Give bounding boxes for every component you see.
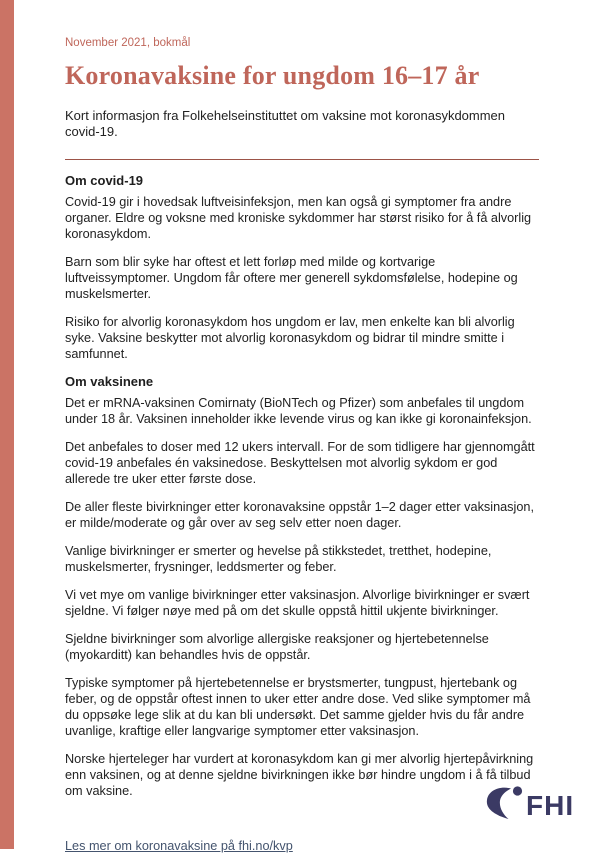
section-heading-covid19: Om covid-19 [65,173,144,189]
paragraph: Vanlige bivirkninger er smerter og hevelse på stikkstedet, tretthet, hodepine, muskelsmerter, frysninger, leddsmerter og feber. [65,544,492,575]
page-subtitle: Kort informasjon fra Folkehelseinstituttet om vaksine mot koronasykdommen covid-19. [65,108,506,140]
paragraph: Det er mRNA-vaksinen Comirnaty (BioNTech og Pfizer) som anbefales til ungdom under 18 år. Vaksinen inneholder ikke levende virus og kan ikke gi koronainfeksjon. [65,396,532,427]
paragraph: Covid-19 gir i hovedsak luftveisinfeksjon, men kan også gi symptomer fra andre organer. Eldre og voksne med kroniske sykdommer har størst risiko for å få alvorlig koronasykdom. [65,195,532,242]
fhi-logo-mark [484,785,580,823]
section-heading-vaksinene: Om vaksinene [65,374,154,390]
paragraph: Risiko for alvorlig koronasykdom hos ungdom er lav, men enkelte kan bli alvorlig syke. Vaksine beskytter mot alvorlig koronasykdom og bidrar til mindre smitte i samfunnet. [65,315,515,362]
page-title: Koronavaksine for ungdom 16–17 år [65,61,480,90]
header-divider [65,159,539,160]
date-line: November 2021, bokmål [65,37,191,49]
paragraph: Sjeldne bivirkninger som alvorlige allergiske reaksjoner og hjertebetennelse (myokarditt) kan behandles hvis de oppstår. [65,632,489,663]
paragraph: Typiske symptomer på hjertebetennelse er brystsmerter, tungpust, hjertebank og feber, og de oppstår oftest innen to uker etter andre dose. Ved slike symptomer må du oppsøke lege slik at du kan bli undersøkt. Det samme gjelder hvis du får andre uvanlige, kraftige eller langvarige symptomer etter vaksinasjon. [65,676,531,739]
fhi-logo [484,785,580,823]
document-body [65,0,539,855]
read-more-link[interactable]: Les mer om koronavaksine på fhi.no/kvp [65,839,293,854]
paragraph: Det anbefales to doser med 12 ukers intervall. For de som tidligere har gjennomgått covid-19 anbefales én vaksinedose. Beskyttelsen mot alvorlig sykdom er god allerede tre uker etter første dose. [65,440,535,487]
paragraph: Norske hjerteleger har vurdert at koronasykdom kan gi mer alvorlig hjertepåvirkning enn vaksinen, og at denne sjeldne bivirkningen ikke bør hindre ungdom i å få tilbud om vaksine. [65,752,534,799]
fhi-logo-text: FHI [526,790,575,821]
paragraph: Barn som blir syke har oftest et lett forløp med milde og kortvarige luftveissymptomer. Ungdom får oftere mer generell sykdomsfølelse, hodepine og muskelsmerter. [65,255,518,302]
accent-left-bar [0,0,14,849]
paragraph: Vi vet mye om vanlige bivirkninger etter vaksinasjon. Alvorlige bivirkninger er svært sjeldne. Vi følger nøye med på om det skulle oppstå hittil ukjente bivirkninger. [65,588,530,619]
paragraph: De aller fleste bivirkninger etter koronavaksine oppstår 1–2 dager etter vaksinasjon, er milde/moderate og går over av seg selv etter noen dager. [65,500,534,531]
